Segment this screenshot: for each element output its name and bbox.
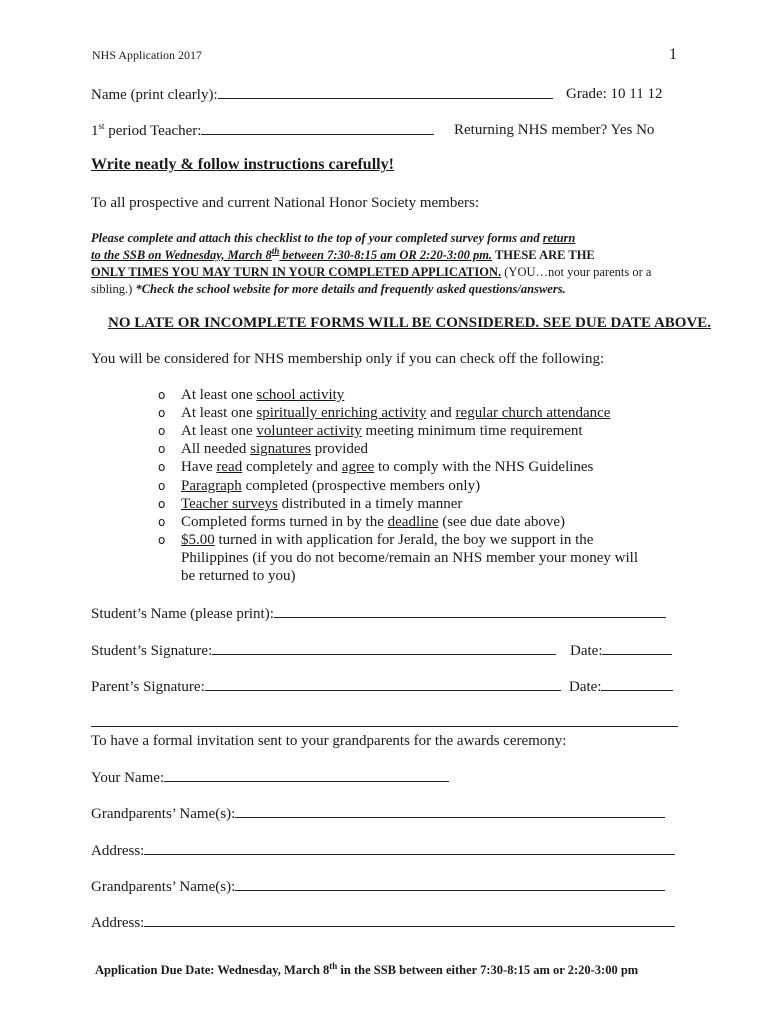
bullet-icon[interactable]: o (158, 533, 166, 547)
grandparents-name-row (91, 804, 665, 823)
teacher-field[interactable] (201, 121, 434, 135)
date-label: Date: (570, 643, 603, 659)
grandparents-name-label: Grandparents’ Name(s): (91, 879, 236, 895)
list-item: $5.00 turned in with application for Jerald, the boy we support in the (181, 532, 594, 548)
list-item: At least one school activity (181, 387, 345, 403)
list-item-continuation: be returned to you) (181, 568, 296, 584)
name-field[interactable] (218, 85, 553, 99)
teacher-label: 1st period Teacher: (91, 121, 202, 139)
date-label: Date: (569, 679, 602, 695)
list-item: Paragraph completed (prospective members only) (181, 478, 481, 494)
student-name-label: Student’s Name (please print): (91, 606, 274, 622)
document-header: NHS Application 2017 (92, 48, 202, 62)
student-name-row (91, 604, 666, 623)
student-signature-label: Student’s Signature: (91, 643, 213, 659)
bullet-icon[interactable]: o (158, 442, 166, 456)
list-item: Have read completely and agree to comply with the NHS Guidelines (181, 459, 594, 475)
student-signature-row (91, 641, 556, 660)
your-name-row (91, 768, 449, 787)
name-row (91, 85, 553, 104)
instructions-heading: Write neatly & follow instructions carefully! (91, 156, 394, 173)
checklist-intro: You will be considered for NHS membership only if you can check off the following: (91, 351, 605, 367)
list-item: At least one spiritually enriching activity and regular church attendance (181, 405, 611, 421)
grandparents-name-field[interactable] (235, 877, 665, 891)
bullet-icon[interactable]: o (158, 406, 166, 420)
student-name-field[interactable] (274, 604, 666, 618)
your-name-label: Your Name: (91, 770, 165, 786)
list-item: All needed signatures provided (181, 441, 369, 457)
warning-text: NO LATE OR INCOMPLETE FORMS WILL BE CONSIDERED. SEE DUE DATE ABOVE. (108, 315, 712, 331)
bullet-icon[interactable]: o (158, 460, 166, 474)
student-date-field[interactable] (602, 641, 672, 655)
address-field[interactable] (144, 913, 675, 927)
due-date-footer: Application Due Date: Wednesday, March 8th in the SSB between either 7:30-8:15 am or 2:20-3:00 pm (95, 960, 639, 977)
parent-signature-row (91, 677, 561, 696)
returning-member-options[interactable]: Returning NHS member? Yes No (454, 122, 655, 138)
address-row (91, 913, 675, 932)
teacher-row (91, 121, 434, 140)
list-item: At least one volunteer activity meeting minimum time requirement (181, 423, 583, 439)
student-date-row (570, 641, 672, 660)
address-field[interactable] (144, 841, 675, 855)
notice-paragraph: Please complete and attach this checklist to the top of your completed survey forms and return to the SSB on Wednesday, March 8th between 7:30-8:15 am OR 2:20-3:00 pm. THESE ARE THE ONLY TIMES YOU MAY TURN IN YOUR COMPLETED APPLICATION. (YOU…not your parents or a sibling.) *Check the school website for more details and frequently asked questions/answers. (91, 231, 652, 296)
parent-signature-field[interactable] (205, 677, 561, 691)
list-item-continuation: Philippines (if you do not become/remain an NHS member your money will (181, 550, 639, 566)
grandparents-name-label: Grandparents’ Name(s): (91, 806, 236, 822)
address-row (91, 841, 675, 860)
grandparents-name-row (91, 877, 665, 896)
address-label: Address: (91, 915, 145, 931)
list-item: Teacher surveys distributed in a timely manner (181, 496, 463, 512)
bullet-icon[interactable]: o (158, 388, 166, 402)
grade-options[interactable]: Grade: 10 11 12 (566, 86, 663, 102)
bullet-icon[interactable]: o (158, 479, 166, 493)
parent-date-row (569, 677, 673, 696)
your-name-field[interactable] (164, 768, 449, 782)
grandparents-intro: To have a formal invitation sent to your grandparents for the awards ceremony: (91, 733, 567, 749)
bullet-icon[interactable]: o (158, 497, 166, 511)
bullet-icon[interactable]: o (158, 424, 166, 438)
intro-text: To all prospective and current National Honor Society members: (91, 195, 480, 211)
name-label: Name (print clearly): (91, 87, 218, 103)
parent-signature-label: Parent’s Signature: (91, 679, 205, 695)
section-divider (91, 726, 678, 727)
grandparents-name-field[interactable] (235, 804, 665, 818)
bullet-icon[interactable]: o (158, 515, 166, 529)
parent-date-field[interactable] (601, 677, 673, 691)
list-item: Completed forms turned in by the deadline (see due date above) (181, 514, 566, 530)
student-signature-field[interactable] (212, 641, 556, 655)
page-number: 1 (669, 46, 677, 63)
address-label: Address: (91, 843, 145, 859)
